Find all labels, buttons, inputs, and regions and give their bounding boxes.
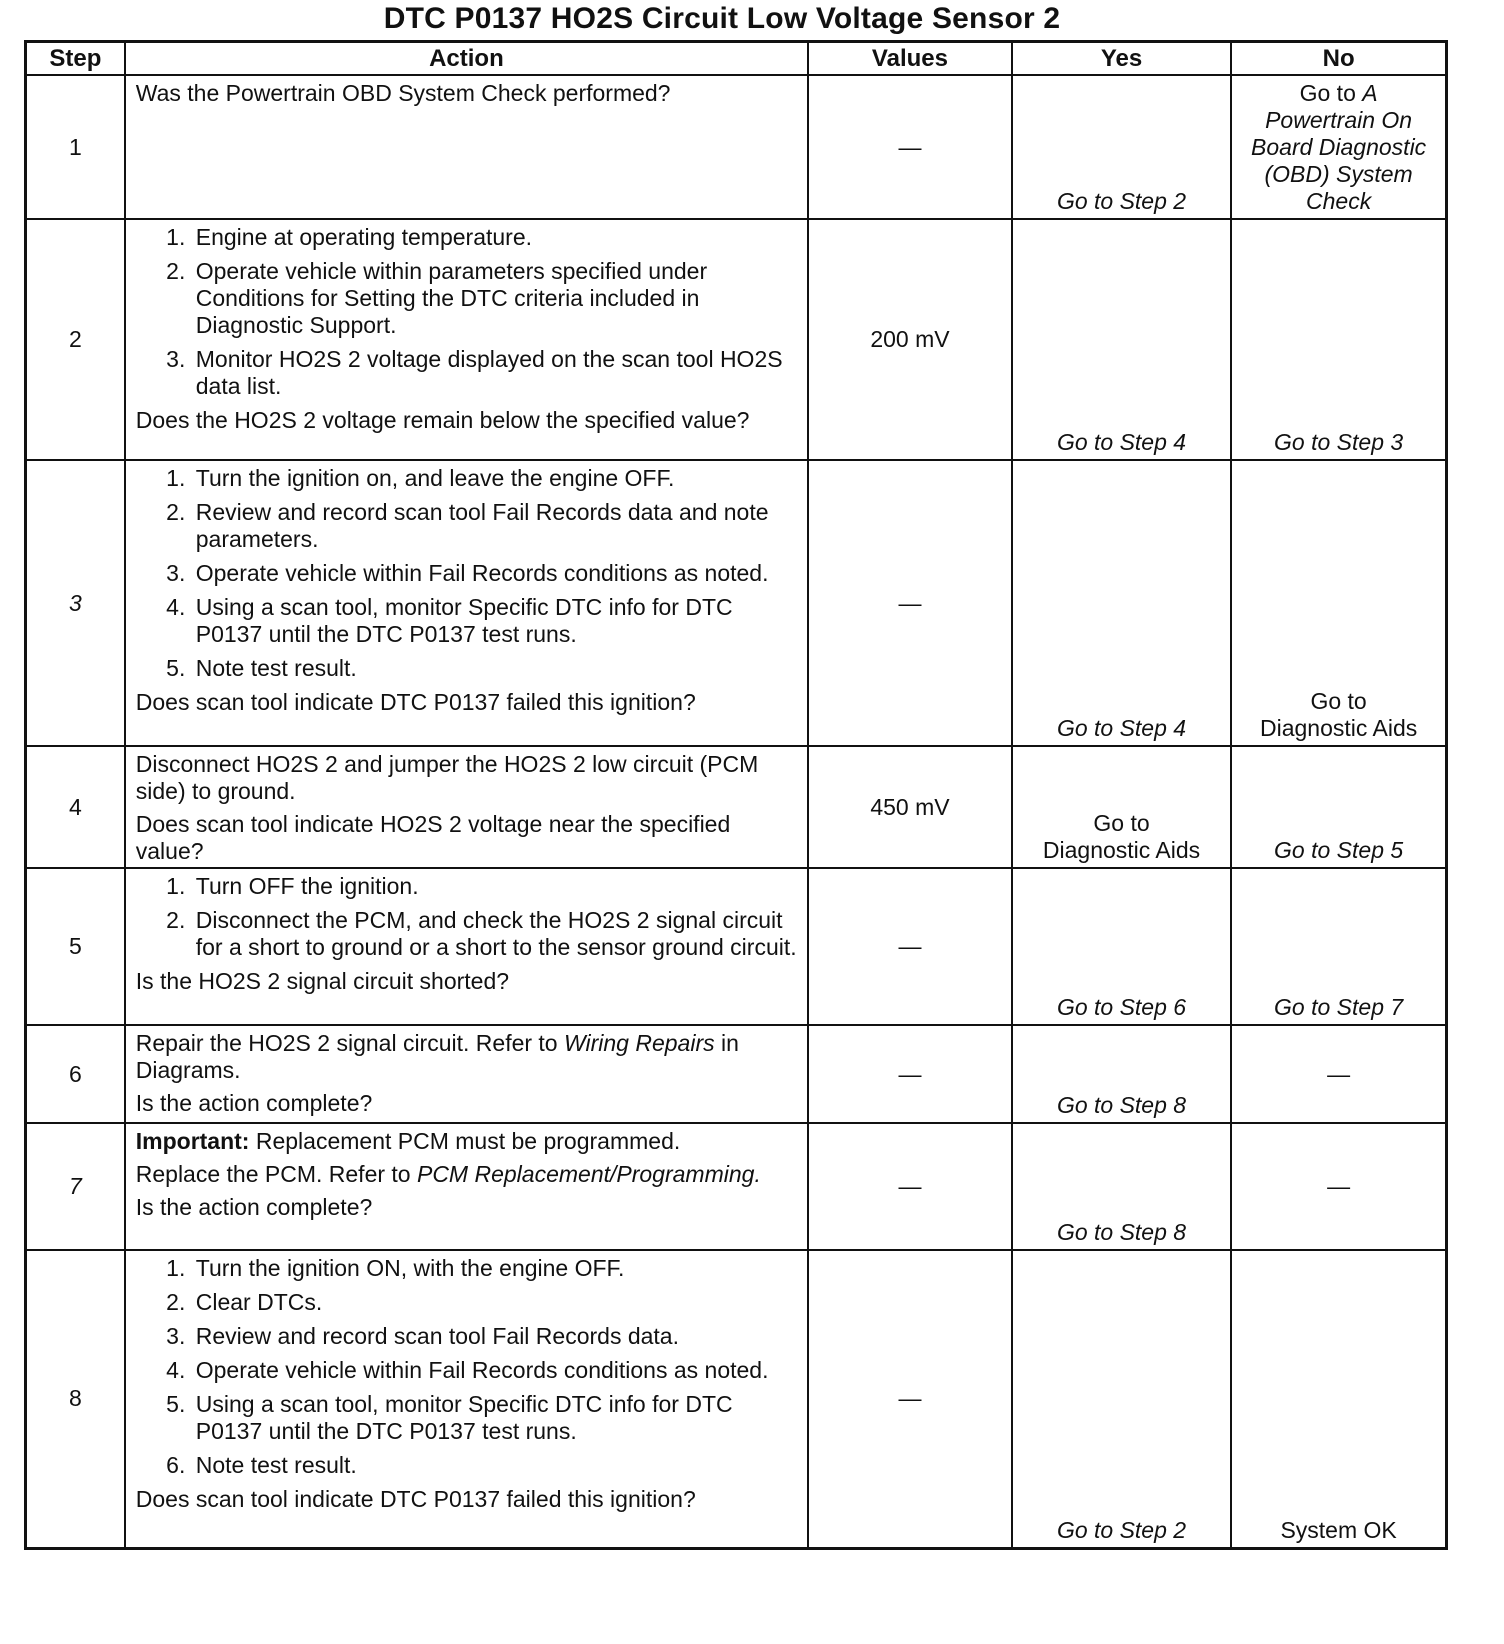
header-values: Values xyxy=(808,42,1012,76)
list-item: 2. Clear DTCs. xyxy=(192,1289,797,1316)
header-yes: Yes xyxy=(1012,42,1231,76)
no-cell: Go to Step 7 xyxy=(1231,868,1446,1025)
table-row xyxy=(26,75,1447,219)
list-item: 2. Disconnect the PCM, and check the HO2S 2 signal circuit for a short to ground or a short to the sensor ground circuit. xyxy=(192,907,797,961)
step-number: 1 xyxy=(26,75,125,219)
yes-cell: Go to Step 2 xyxy=(1012,1250,1231,1548)
value-cell: — xyxy=(808,868,1012,1025)
step-number: 4 xyxy=(26,746,125,868)
yes-cell: Go to Step 4 xyxy=(1012,460,1231,746)
yes-cell: Go to Step 6 xyxy=(1012,868,1231,1025)
step-number: 6 xyxy=(26,1025,125,1123)
action-cell xyxy=(125,219,808,460)
table-row xyxy=(26,868,1447,1025)
list-item: 3. Review and record scan tool Fail Records data. xyxy=(192,1323,797,1350)
important-label: Important: xyxy=(135,1128,250,1154)
question-text: Is the action complete? xyxy=(135,1194,373,1220)
table-row xyxy=(26,460,1447,746)
yes-cell: Go to Step 8 xyxy=(1012,1123,1231,1250)
no-cell xyxy=(1231,75,1446,219)
no-prefix: Go to xyxy=(1299,80,1356,106)
question-text: Is the action complete? xyxy=(135,1090,373,1116)
question-text: Does scan tool indicate HO2S 2 voltage near the specified value? xyxy=(135,811,731,864)
table-row xyxy=(26,1250,1447,1548)
diagnostic-table xyxy=(24,40,1448,1550)
table-row xyxy=(26,1025,1447,1123)
question-text: Was the Powertrain OBD System Check performed? xyxy=(135,80,671,106)
no-cell: System OK xyxy=(1231,1250,1446,1548)
action-cell xyxy=(125,746,808,868)
action-cell xyxy=(125,460,808,746)
step-list xyxy=(136,224,797,400)
instruction-text xyxy=(136,1161,797,1188)
step-number: 8 xyxy=(26,1250,125,1548)
value-cell: 200 mV xyxy=(808,219,1012,460)
list-item: 1. Engine at operating temperature. xyxy=(192,224,797,251)
value-cell: 450 mV xyxy=(808,746,1012,868)
no-cell: Go to Diagnostic Aids xyxy=(1231,460,1446,746)
question-text: Is the HO2S 2 signal circuit shorted? xyxy=(135,968,510,994)
instruction-reference: PCM Replacement/Programming. xyxy=(416,1161,761,1187)
step-list xyxy=(136,873,797,961)
important-note xyxy=(136,1128,797,1155)
list-item: 1. Turn the ignition ON, with the engine OFF. xyxy=(192,1255,797,1282)
question-text: Does scan tool indicate DTC P0137 failed this ignition? xyxy=(135,1486,696,1512)
header-action: Action xyxy=(125,42,808,76)
header-no: No xyxy=(1231,42,1446,76)
list-item: 1. Turn OFF the ignition. xyxy=(192,873,797,900)
header-step: Step xyxy=(26,42,125,76)
action-cell xyxy=(125,1123,808,1250)
no-reference: A Powertrain On Board Diagnostic (OBD) System Check xyxy=(1251,80,1427,214)
yes-cell: Go to Step 8 xyxy=(1012,1025,1231,1123)
list-item: 5. Note test result. xyxy=(192,655,797,682)
step-number: 5 xyxy=(26,868,125,1025)
value-cell: — xyxy=(808,1025,1012,1123)
action-cell xyxy=(125,75,808,219)
value-cell: — xyxy=(808,75,1012,219)
instruction-suffix: in Diagrams. xyxy=(135,1030,739,1083)
no-cell: Go to Step 3 xyxy=(1231,219,1446,460)
step-number: 7 xyxy=(26,1123,125,1250)
yes-cell: Go to Diagnostic Aids xyxy=(1012,746,1231,868)
page-title: DTC P0137 HO2S Circuit Low Voltage Sensor 2 xyxy=(383,2,1061,35)
table-row xyxy=(26,219,1447,460)
list-item: 2. Operate vehicle within parameters specified under Conditions for Setting the DTC criteria included in Diagnostic Support. xyxy=(192,258,797,339)
yes-cell: Go to Step 2 xyxy=(1012,75,1231,219)
no-cell: — xyxy=(1231,1123,1446,1250)
step-number: 3 xyxy=(26,460,125,746)
value-cell: — xyxy=(808,1123,1012,1250)
value-cell: — xyxy=(808,1250,1012,1548)
step-list xyxy=(136,465,797,682)
yes-cell: Go to Step 4 xyxy=(1012,219,1231,460)
instruction-reference: Wiring Repairs xyxy=(564,1030,715,1056)
question-text: Does the HO2S 2 voltage remain below the specified value? xyxy=(135,407,750,433)
list-item: 4. Operate vehicle within Fail Records conditions as noted. xyxy=(192,1357,797,1384)
list-item: 1. Turn the ignition on, and leave the engine OFF. xyxy=(192,465,797,492)
instruction-prefix: Replace the PCM. Refer to xyxy=(135,1161,411,1187)
value-cell: — xyxy=(808,460,1012,746)
list-item: 4. Using a scan tool, monitor Specific DTC info for DTC P0137 until the DTC P0137 test runs. xyxy=(192,594,797,648)
action-cell xyxy=(125,868,808,1025)
instruction-text xyxy=(136,1030,797,1084)
table-row xyxy=(26,1123,1447,1250)
step-list xyxy=(136,1255,797,1479)
step-number: 2 xyxy=(26,219,125,460)
list-item: 2. Review and record scan tool Fail Records data and note parameters. xyxy=(192,499,797,553)
instruction-text: Disconnect HO2S 2 and jumper the HO2S 2 low circuit (PCM side) to ground. xyxy=(135,751,759,804)
list-item: 5. Using a scan tool, monitor Specific DTC info for DTC P0137 until the DTC P0137 test runs. xyxy=(192,1391,797,1445)
table-header-row xyxy=(26,42,1447,76)
action-cell xyxy=(125,1025,808,1123)
no-cell: — xyxy=(1231,1025,1446,1123)
action-cell xyxy=(125,1250,808,1548)
list-item: 3. Operate vehicle within Fail Records conditions as noted. xyxy=(192,560,797,587)
table-row xyxy=(26,746,1447,868)
list-item: 3. Monitor HO2S 2 voltage displayed on the scan tool HO2S data list. xyxy=(192,346,797,400)
list-item: 6. Note test result. xyxy=(192,1452,797,1479)
instruction-prefix: Repair the HO2S 2 signal circuit. Refer to xyxy=(135,1030,558,1056)
important-text: Replacement PCM must be programmed. xyxy=(255,1128,681,1154)
question-text: Does scan tool indicate DTC P0137 failed this ignition? xyxy=(135,689,696,715)
no-cell: Go to Step 5 xyxy=(1231,746,1446,868)
